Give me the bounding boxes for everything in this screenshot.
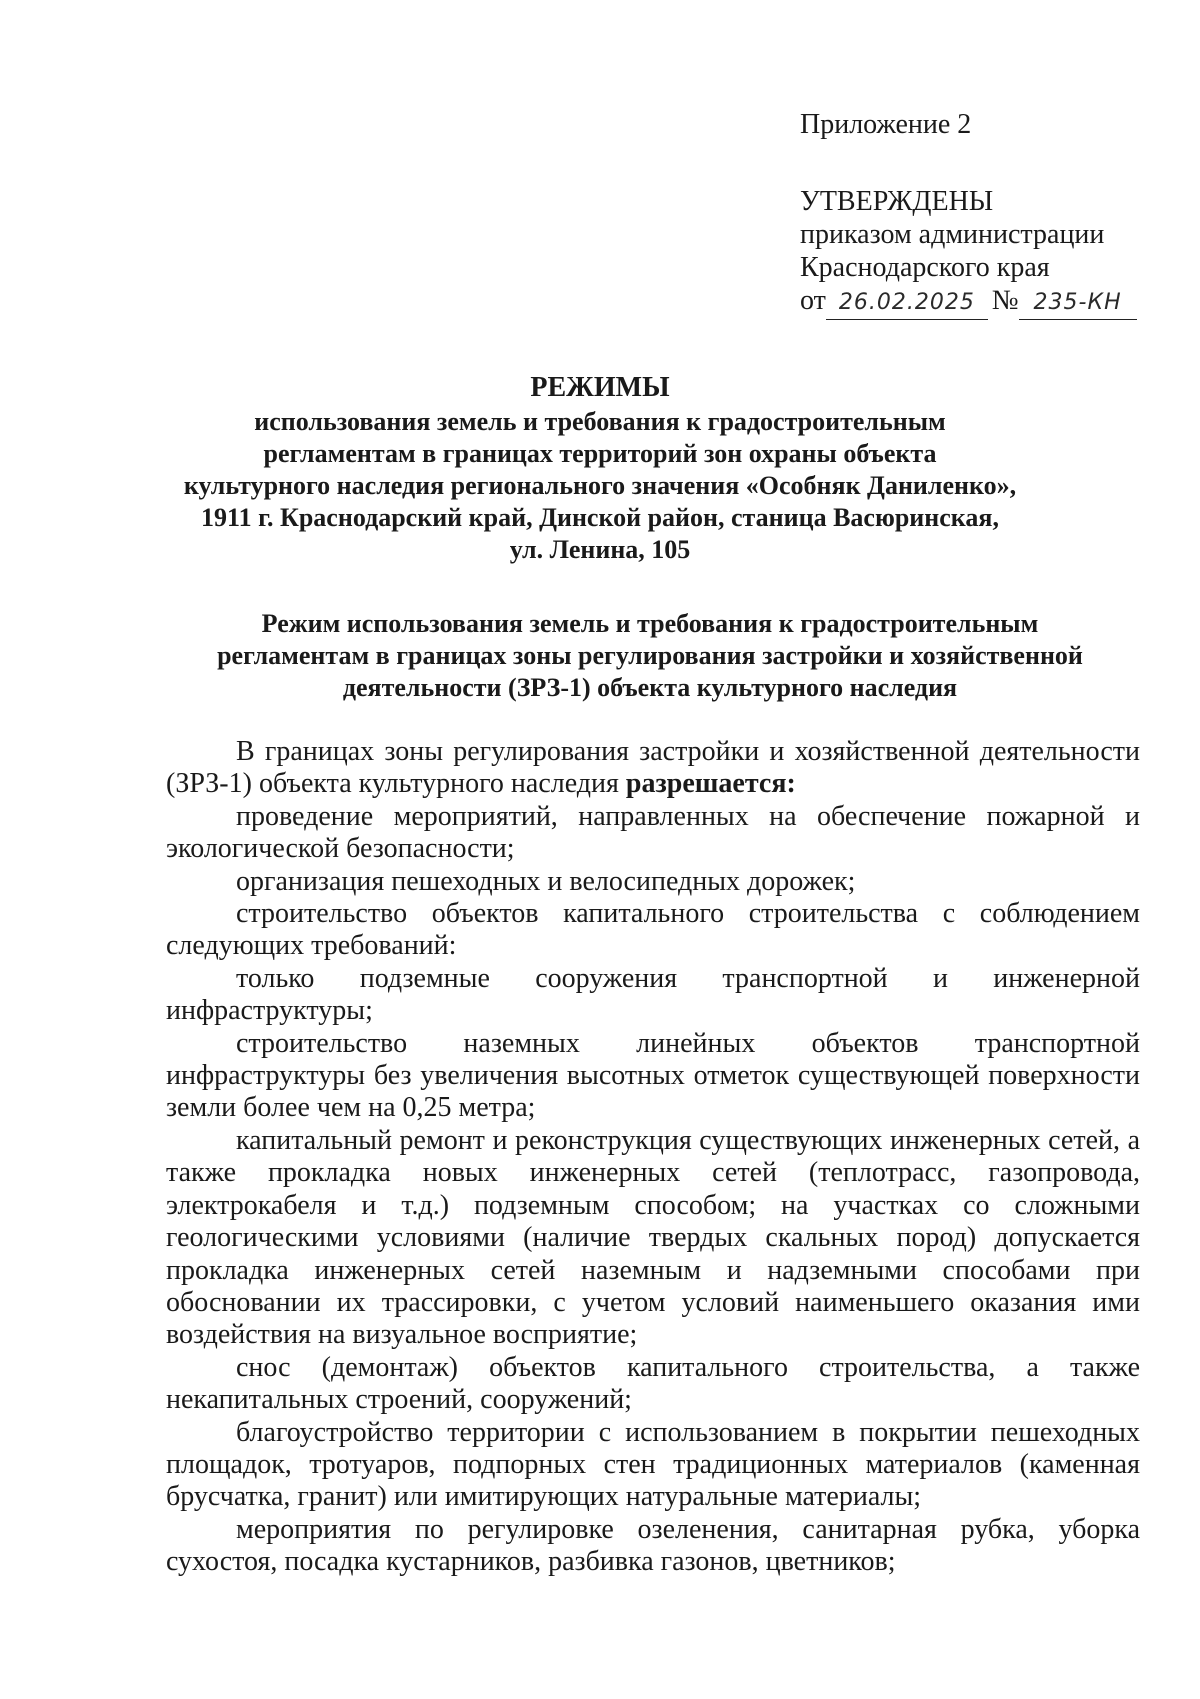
order-date-number-line [800,284,1160,320]
number-prefix: № [991,285,1019,316]
approved-region: Краснодарского края [800,252,1050,283]
lead-text: В границах зоны регулирования застройки и хозяйственной деятельности (ЗРЗ-1) объекта культурного наследия [166,736,1140,800]
document-title [150,372,1050,566]
approved-by-order: приказом администрации [800,219,1105,250]
approved-label: УТВЕРЖДЕНЫ [800,186,994,217]
section-heading-line: регламентам в границах зоны регулирования застройки и хозяйственной [217,641,1083,670]
title-line: регламентам в границах территорий зон охраны объекта [263,439,937,468]
title-line: культурного наследия регионального значения «Особняк Даниленко», [183,471,1017,500]
title-line: использования земель и требования к градостроительным [254,407,946,436]
section-heading [150,608,1150,704]
title-main: РЕЖИМЫ [530,372,670,403]
permitted-item: только подземные сооружения транспортной и инженерной инфраструктуры; [166,962,1140,1027]
title-line: ул. Ленина, 105 [509,535,691,564]
annex-label: Приложение 2 [800,109,972,140]
order-date-handwritten: 26.02.2025 [826,286,988,320]
title-line: 1911 г. Краснодарский край, Динской район, станица Васюринская, [201,503,999,532]
permitted-item: строительство наземных линейных объектов транспортной инфраструктуры без увеличения высотных отметок существующей поверхности земли более чем на 0,25 метра; [166,1027,1140,1124]
permitted-item: проведение мероприятий, направленных на обеспечение пожарной и экологической безопасности; [166,800,1140,865]
permitted-item: мероприятия по регулировке озеленения, санитарная рубка, уборка сухостоя, посадка кустарников, разбивка газонов, цветников; [166,1513,1140,1578]
permitted-item: снос (демонтаж) объектов капитального строительства, а также некапитальных строений, сооружений; [166,1351,1140,1416]
permitted-item: капитальный ремонт и реконструкция существующих инженерных сетей, а также прокладка новых инженерных сетей (теплотрасс, газопровода, электрокабеля и т.д.) подземным способом; на участках со сложными геологическими условиями (наличие твердых скальных пород) допускается прокладка инженерных сетей наземным и надземными способами при обосновании их трассировки, с учетом условий наименьшего оказания ими воздействия на визуальное восприятие; [166,1124,1140,1351]
lead-permitted-label: разрешается: [625,768,796,800]
permitted-item: организация пешеходных и велосипедных дорожек; [236,865,856,897]
section-heading-line: деятельности (ЗРЗ-1) объекта культурного наследия [342,673,958,702]
document-body [166,736,1140,1579]
permitted-item: строительство объектов капитального строительства с соблюдением следующих требований: [166,898,1140,962]
permitted-item: благоустройство территории с использованием в покрытии пешеходных площадок, тротуаров, подпорных стен традиционных материалов (каменная брусчатка, гранит) или имитирующих натуральные материалы; [166,1416,1140,1513]
date-prefix: от [800,285,826,316]
section-heading-line: Режим использования земель и требования к градостроительным [261,609,1039,638]
order-number-handwritten: 235-КН [1019,286,1137,320]
lead-paragraph [166,736,1140,801]
approval-stamp-block [800,108,1160,320]
